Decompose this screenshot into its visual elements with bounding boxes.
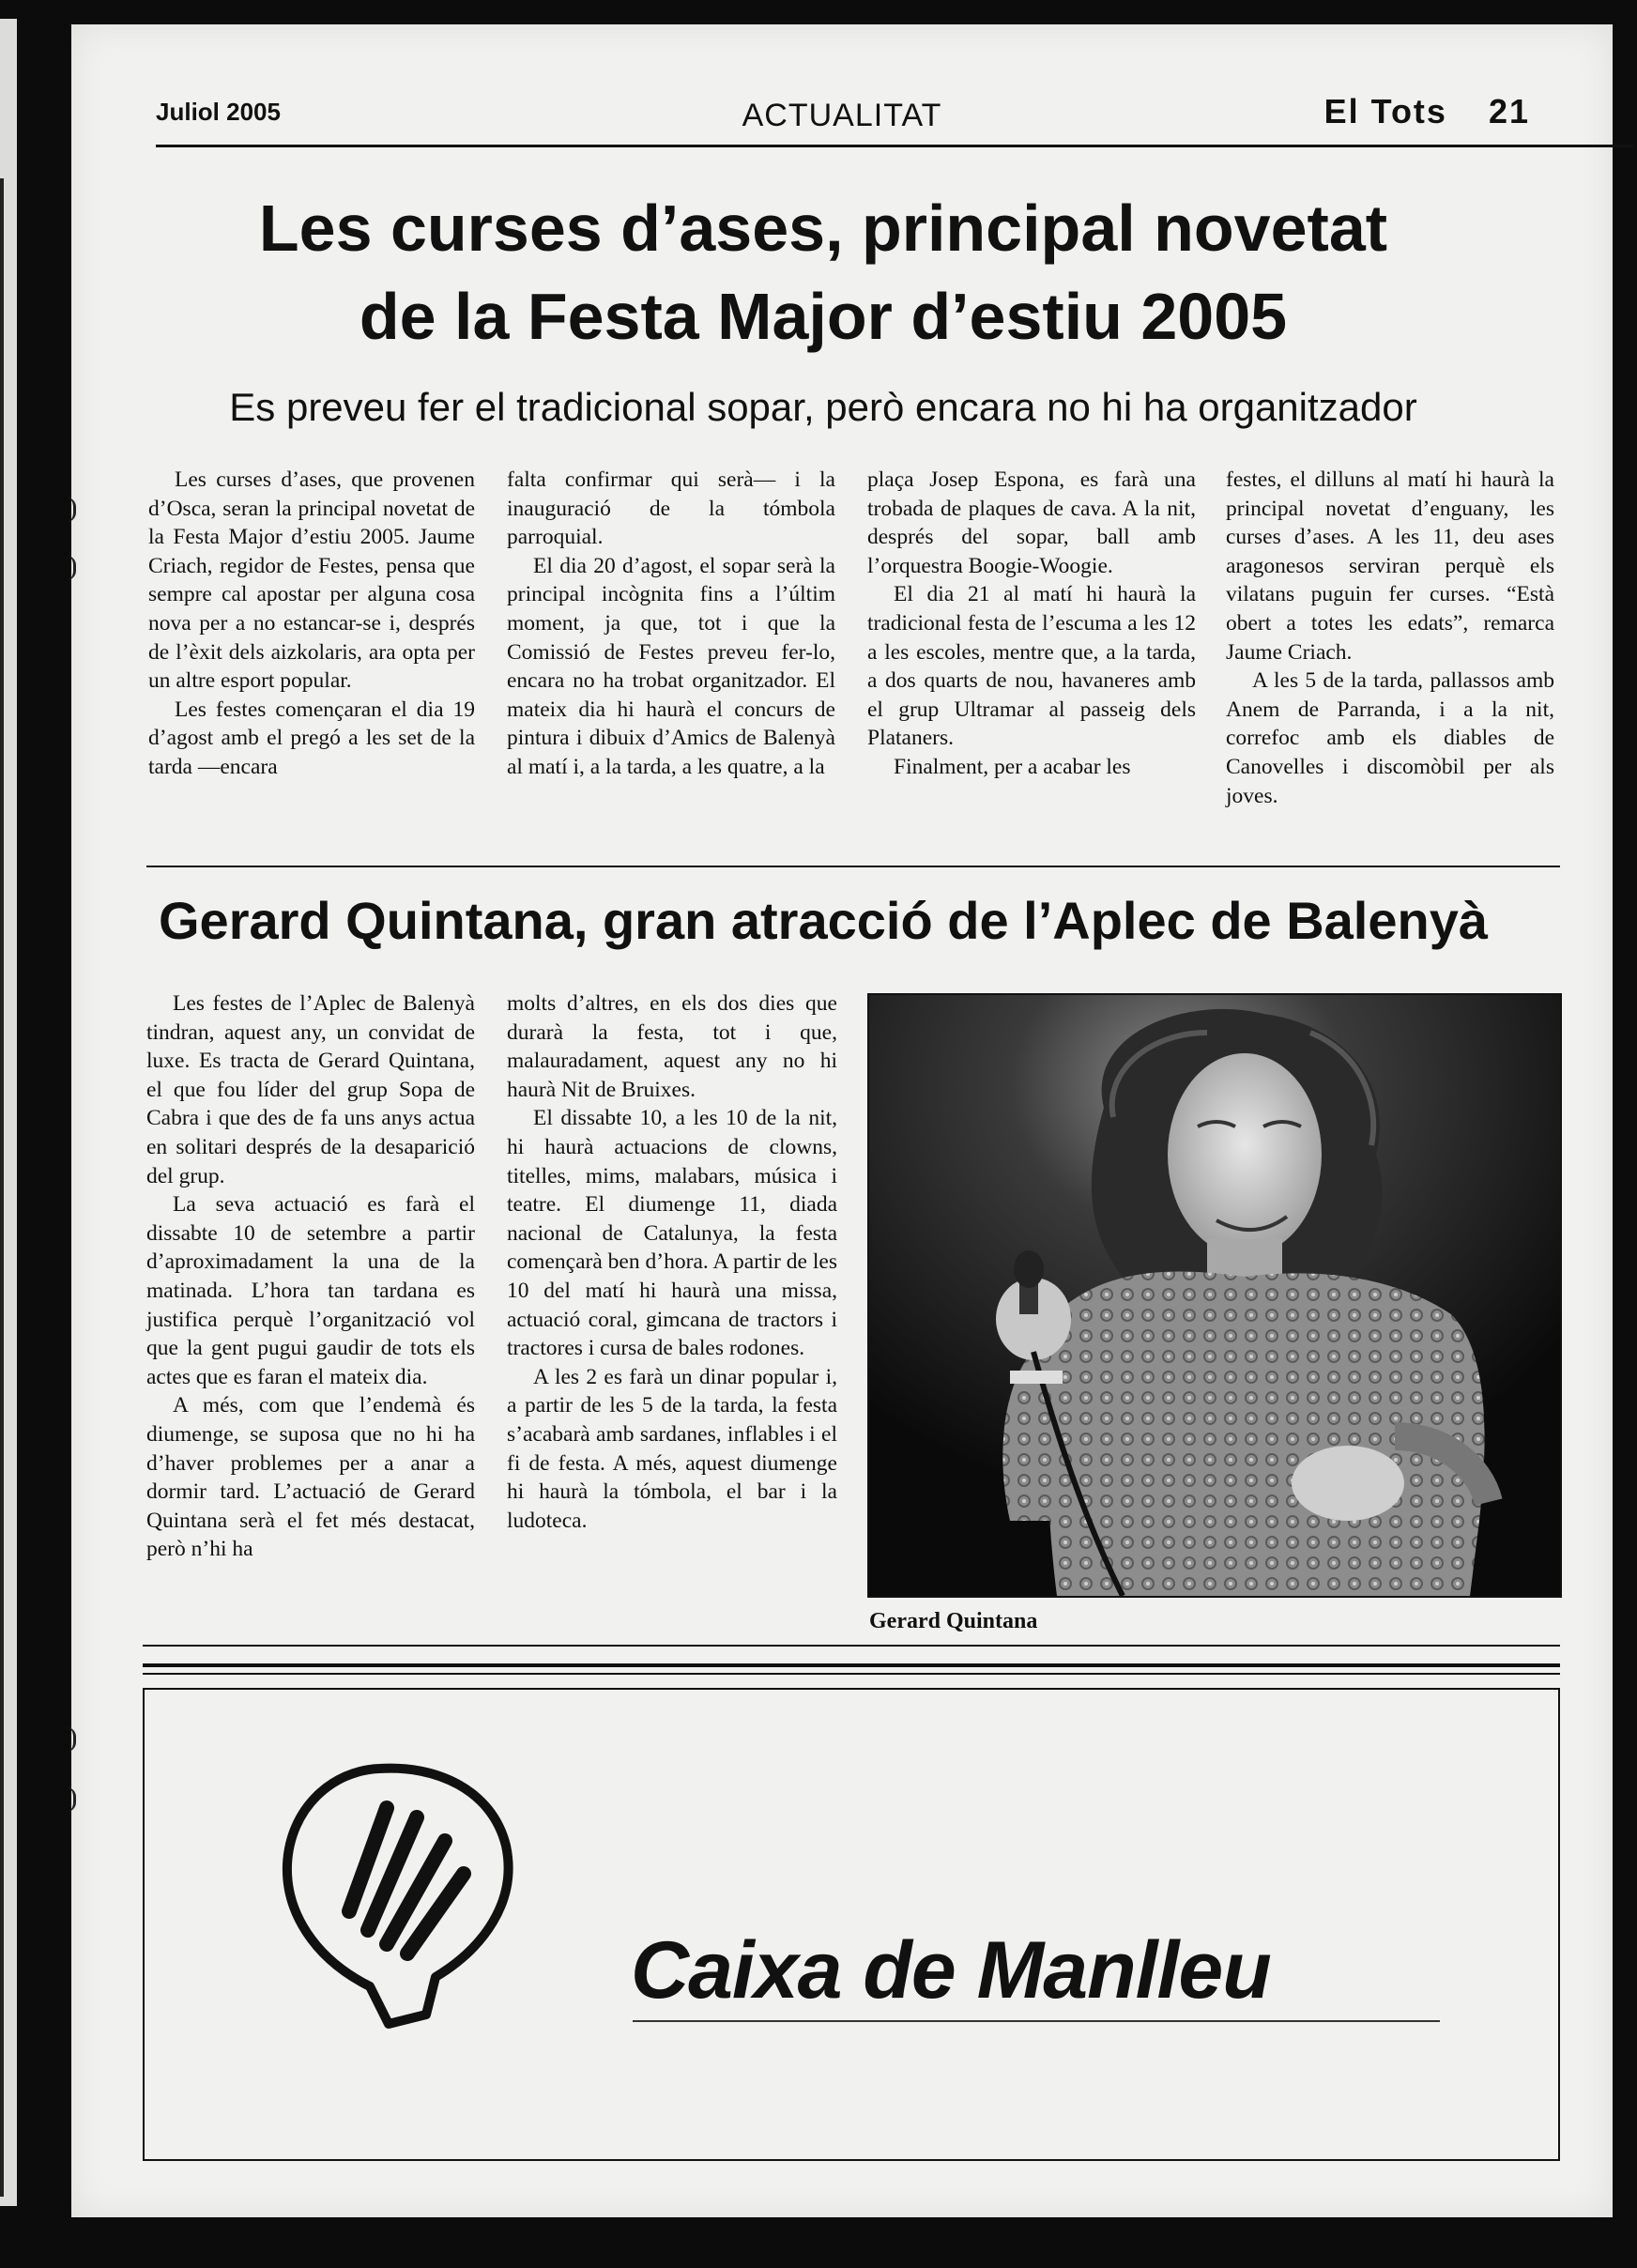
- article2-column-2: [507, 989, 837, 1535]
- bank-name: Caixa de Manlleu: [631, 1925, 1271, 2015]
- paragraph: El dia 21 al matí hi haurà la tradicional festa de l’escuma a les 12 a les escoles, mentre que, a la tarda, a dos quarts de nou, havaneres amb el grup Ultramar al passeig dels Plataners.: [867, 582, 1196, 751]
- paragraph: plaça Josep Espona, es farà una trobada de plaques de cava. A la nit, després del sopar, ball amb l’orquestra Boogie-Woogie.: [867, 467, 1196, 578]
- page-number: 21: [1488, 92, 1530, 130]
- ad-top-rule: [143, 1673, 1560, 1675]
- ad-top-rule: [143, 1663, 1560, 1667]
- paragraph: A les 2 es farà un dinar popular i, a partir de les 5 de la tarda, la festa s’acabarà amb sardanes, inflables i el fi de festa. A més, aquest diumenge hi haurà la tómbola, el bar i la ludoteca.: [507, 1364, 837, 1533]
- singer-photo: [867, 993, 1562, 1598]
- article1-column-4: [1226, 466, 1554, 810]
- article1-column-1: [148, 466, 475, 782]
- paragraph: A les 5 de la tarda, pallassos amb Anem de Parranda, i a la nit, correfoc amb els diables de Canovelles i discomòbil per als joves.: [1226, 668, 1554, 808]
- paragraph: Les curses d’ases, que provenen d’Osca, seran la principal novetat de la Festa Major d’estiu 2005. Jaume Criach, regidor de Festes, pensa que sempre cal apostar per alguna cosa nova per a no estancar-se i, després de l’èxit dels aizkolaris, ara opta per un altre esport popular.: [148, 467, 475, 694]
- bank-name-underline: [633, 2020, 1440, 2022]
- header-rule: [156, 145, 1633, 147]
- bank-advertisement: [143, 1688, 1560, 2161]
- issue-date: Juliol 2005: [156, 98, 281, 126]
- article1-subtitle: Es preveu fer el tradicional sopar, però encara no hi ha organitzador: [229, 385, 1417, 429]
- article-divider: [146, 866, 1560, 867]
- binding-edge: [0, 19, 17, 2206]
- section-title: ACTUALITAT: [742, 98, 942, 133]
- paragraph: La seva actuació es farà el dissabte 10 de setembre a partir d’aproximadament la una de la matinada. L’hora tan tardana es justifica perquè l’organització vol que la gent pugui gaudir de tots els actes que es faran el mateix dia.: [146, 1192, 475, 1389]
- article1-column-3: [867, 466, 1196, 782]
- article2-headline: Gerard Quintana, gran atracció de l’Aplec de Balenyà: [158, 891, 1489, 950]
- magazine-name: El Tots: [1323, 92, 1447, 130]
- article1-headline-line1: Les curses d’ases, principal novetat: [258, 192, 1388, 265]
- paragraph: Les festes de l’Aplec de Balenyà tindran, aquest any, un convidat de luxe. Es tracta de Gerard Quintana, el que fou líder del grup Sopa de Cabra i que des de fa uns anys actua en solitari després de la desaparició del grup.: [146, 991, 475, 1188]
- paragraph: El dia 20 d’agost, el sopar serà la principal incògnita fins a l’últim moment, ja que, tot i que la Comissió de Festes preveu fer-lo, encara no ha trobat organitzador. El mateix dia hi haurà el concurs de pintura i dibuix d’Amics de Balenyà al matí i, a la tarda, a les quatre, a la: [507, 553, 835, 779]
- paragraph: Les festes començaran el dia 19 d’agost amb el pregó a les set de la tarda —encara: [148, 697, 475, 779]
- magazine-header: [1324, 92, 1530, 131]
- article1-headline: [84, 184, 1562, 360]
- paragraph: falta confirmar qui serà— i la inauguració de la tómbola parroquial.: [507, 467, 835, 550]
- article-bottom-rule: [143, 1645, 1560, 1647]
- paragraph: A més, com que l’endemà és diumenge, se suposa que no hi ha d’haver problemes per a anar a dormir tard. L’actuació de Gerard Quintana serà el fet més destacat, però n’hi ha: [146, 1393, 475, 1562]
- paragraph: El dissabte 10, a les 10 de la nit, hi haurà actuacions de clowns, titelles, mims, malabars, música i teatre. El diumenge 11, diada nacional de Catalunya, la festa començarà ben d’hora. A partir de les 10 del matí hi haurà una missa, actuació coral, gimcana de tractors i tractores i cursa de bales rodones.: [507, 1106, 837, 1361]
- article2-column-1: [146, 989, 475, 1564]
- paragraph: festes, el dilluns al matí hi haurà la principal novetat d’enguany, les curses d’ases. A les 11, deu ases aragonesos serviran perquè els vilatans puguin fer curses. “Està obert a totes les edats”, remarca Jaume Criach.: [1226, 467, 1554, 665]
- article1-headline-line2: de la Festa Major d’estiu 2005: [359, 280, 1288, 353]
- photo-caption: Gerard Quintana: [869, 1609, 1038, 1633]
- paragraph: Finalment, per a acabar les: [894, 754, 1131, 779]
- bank-logo-icon: [276, 1752, 520, 2047]
- paragraph: molts d’altres, en els dos dies que durarà la festa, tot i que, malauradament, aquest any no hi haurà Nit de Bruixes.: [507, 991, 837, 1102]
- article1-column-2: [507, 466, 835, 782]
